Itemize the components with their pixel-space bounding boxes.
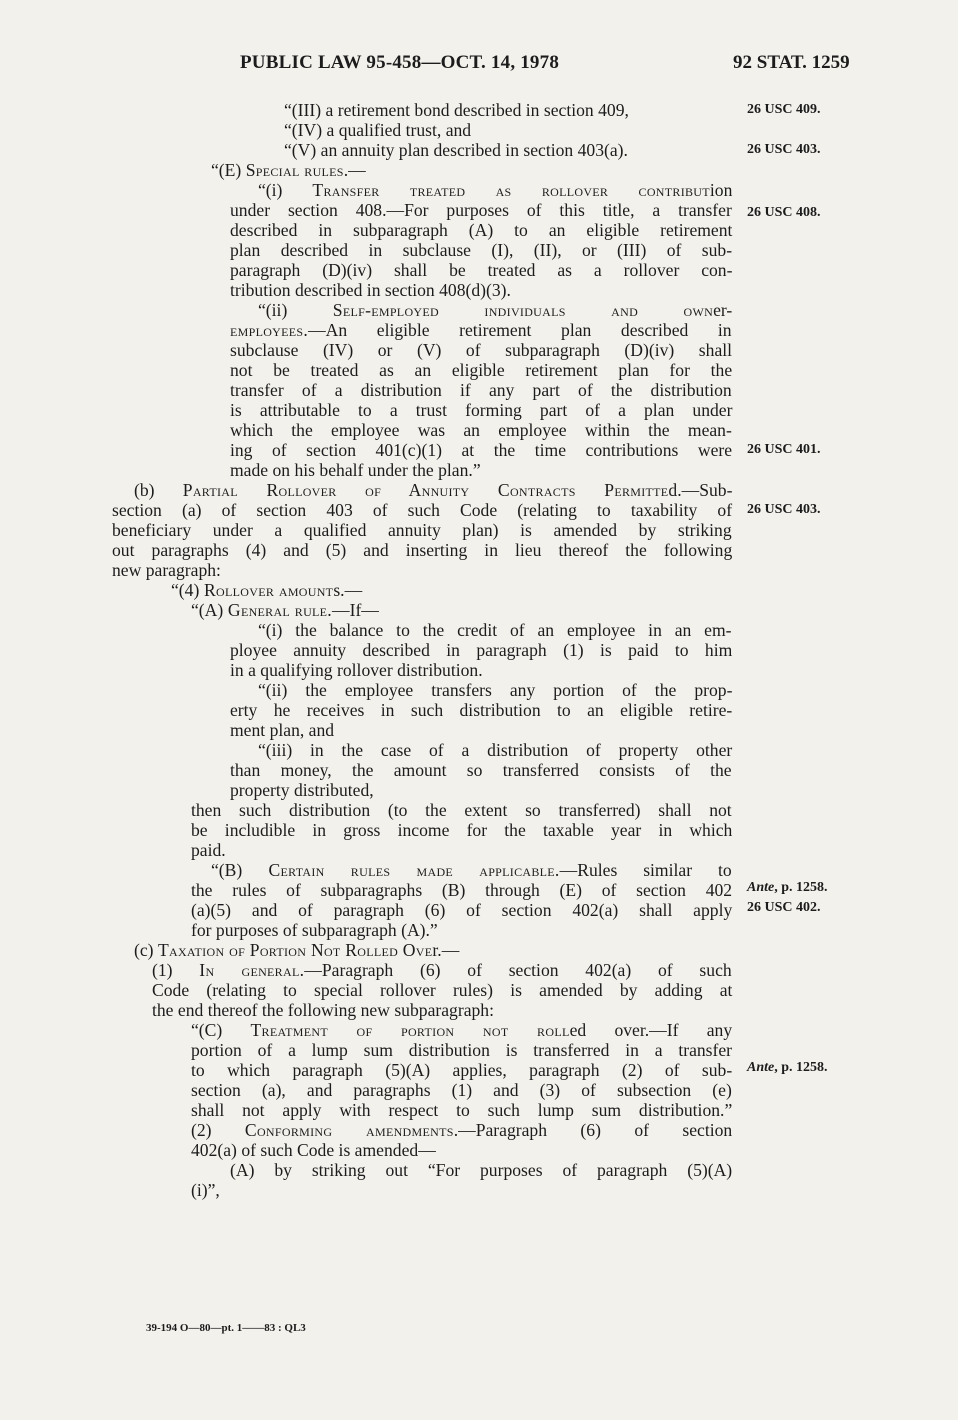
text-line: “(IV) a qualified trust, and xyxy=(284,120,472,140)
text-line: “(E) Special rules.— xyxy=(211,160,366,180)
text-line: section (a), and paragraphs (1) and (3) of subsection (e) xyxy=(191,1080,732,1100)
text-line: the rules of subparagraphs (B) through (E) of section 402 xyxy=(191,880,733,900)
text-line: transfer of a distribution if any part of the distribution xyxy=(230,380,732,400)
margin-citation: Ante, p. 1258. xyxy=(747,880,828,895)
text-line: “(4) Rollover amounts.— xyxy=(171,580,363,600)
text-line: erty he receives in such distribution to an eligible retire- xyxy=(230,700,733,720)
text-line: (b) Partial Rollover of Annuity Contracts Permitted.—Sub- xyxy=(134,480,733,500)
print-code: 39-194 O—80—pt. 1——83 : QL3 xyxy=(146,1322,306,1334)
section-heading: Transfer treated as rollover contribut xyxy=(282,180,710,200)
section-heading: Self-employed individuals and own xyxy=(287,300,714,320)
text-line: “(B) Certain rules made applicable.—Rules similar to xyxy=(211,860,732,880)
section-heading: Treatment of portion not roll xyxy=(222,1020,570,1040)
text-line: made on his behalf under the plan.” xyxy=(230,460,481,480)
text-line: subclause (IV) or (V) of subparagraph (D)(iv) shall xyxy=(230,340,733,360)
section-heading: Conforming amendments xyxy=(244,1120,454,1140)
text-line: “(III) a retirement bond described in section 409, xyxy=(284,100,629,120)
text-line: new paragraph: xyxy=(112,560,221,580)
section-heading: Partial Rollover of Annuity Contracts Permitte xyxy=(182,480,669,500)
text-line: then such distribution (to the extent so transferred) shall not xyxy=(191,800,732,820)
text-line: (A) by striking out “For purposes of paragraph (5)(A) xyxy=(230,1160,733,1180)
section-heading: Certain rules made applicable. xyxy=(242,860,560,880)
text-line: “(iii) in the case of a distribution of property other xyxy=(258,740,733,760)
text-line: (a)(5) and of paragraph (6) of section 402(a) shall apply xyxy=(191,900,733,920)
margin-citation: 26 USC 403. xyxy=(747,142,821,157)
section-heading: In general. xyxy=(199,960,305,980)
text-line: for purposes of subparagraph (A).” xyxy=(191,920,438,940)
text-line: not be treated as an eligible retirement plan for the xyxy=(230,360,733,380)
text-line: ployee annuity described in paragraph (1) is paid to him xyxy=(230,640,733,660)
text-line: property distributed, xyxy=(230,780,374,800)
text-line: portion of a lump sum distribution is transferred in a transfer xyxy=(191,1040,733,1060)
text-line: plan described in subclause (I), (II), or (III) of sub- xyxy=(230,240,733,260)
section-heading: employees. xyxy=(230,320,309,340)
text-line: beneficiary under a qualified annuity plan) is amended by striking xyxy=(112,520,732,540)
text-line: “(ii) the employee transfers any portion of the prop- xyxy=(258,680,733,700)
text-line: to which paragraph (5)(A) applies, paragraph (2) of sub- xyxy=(191,1060,733,1080)
text-line: than money, the amount so transferred consists of the xyxy=(230,760,732,780)
text-line: Code (relating to special rollover rules) is amended by adding at xyxy=(152,980,733,1000)
text-line: tribution described in section 408(d)(3). xyxy=(230,280,511,300)
text-line: “(V) an annuity plan described in section 403(a). xyxy=(284,140,628,160)
margin-citation: 26 USC 409. xyxy=(747,102,821,117)
text-line: (i)”, xyxy=(191,1180,220,1200)
text-line: paid. xyxy=(191,840,226,860)
margin-citation: 26 USC 403. xyxy=(747,502,821,517)
text-line: ing of section 401(c)(1) at the time contributions were xyxy=(230,440,733,460)
margin-citation: Ante, p. 1258. xyxy=(747,1060,828,1075)
section-heading: Taxation of Portion Not Rolled Ove xyxy=(157,940,433,960)
text-line: “(C) Treatment of portion not rolled over.—If any xyxy=(191,1020,733,1040)
text-line: “(ii) Self-employed individuals and owner- xyxy=(258,300,733,320)
text-line: out paragraphs (4) and (5) and inserting in lieu thereof the following xyxy=(112,540,733,560)
page-header xyxy=(0,52,958,82)
statute-page: 92 STAT. 1259 xyxy=(733,52,850,73)
text-line: ment plan, and xyxy=(230,720,335,740)
margin-citation: 26 USC 402. xyxy=(747,900,821,915)
section-heading: General rule. xyxy=(223,600,332,620)
text-line: under section 408.—For purposes of this title, a transfer xyxy=(230,200,732,220)
law-citation: PUBLIC LAW 95-458—OCT. 14, 1978 xyxy=(240,52,560,73)
section-heading: Rollover amount xyxy=(199,580,334,600)
text-line: “(i) the balance to the credit of an employee in an em- xyxy=(258,620,732,640)
text-line: paragraph (D)(iv) shall be treated as a rollover con- xyxy=(230,260,733,280)
text-line: (1) In general.—Paragraph (6) of section 402(a) of such xyxy=(152,960,732,980)
text-line: is attributable to a trust forming part of a plan under xyxy=(230,400,733,420)
text-line: section (a) of section 403 of such Code (relating to taxability of xyxy=(112,500,733,520)
text-line: the end thereof the following new subparagraph: xyxy=(152,1000,494,1020)
text-line: (c) Taxation of Portion Not Rolled Over.— xyxy=(134,940,460,960)
text-line: shall not apply with respect to such lump sum distribution.” xyxy=(191,1100,733,1120)
text-line: be includible in gross income for the taxable year in which xyxy=(191,820,733,840)
margin-citation: 26 USC 408. xyxy=(747,205,821,220)
text-line: described in subparagraph (A) to an eligible retirement xyxy=(230,220,733,240)
text-line: (2) Conforming amendments.—Paragraph (6) of section xyxy=(191,1120,733,1140)
text-line: “(A) General rule.—If— xyxy=(191,600,379,620)
text-line: “(i) Transfer treated as rollover contribution xyxy=(258,180,733,200)
text-line: which the employee was an employee within the mean- xyxy=(230,420,732,440)
margin-citation: 26 USC 401. xyxy=(747,442,821,457)
text-line: 402(a) of such Code is amended— xyxy=(191,1140,436,1160)
text-line: in a qualifying rollover distribution. xyxy=(230,660,483,680)
text-line: employees.—An eligible retirement plan described in xyxy=(230,320,732,340)
section-heading: Special rules xyxy=(245,160,344,180)
